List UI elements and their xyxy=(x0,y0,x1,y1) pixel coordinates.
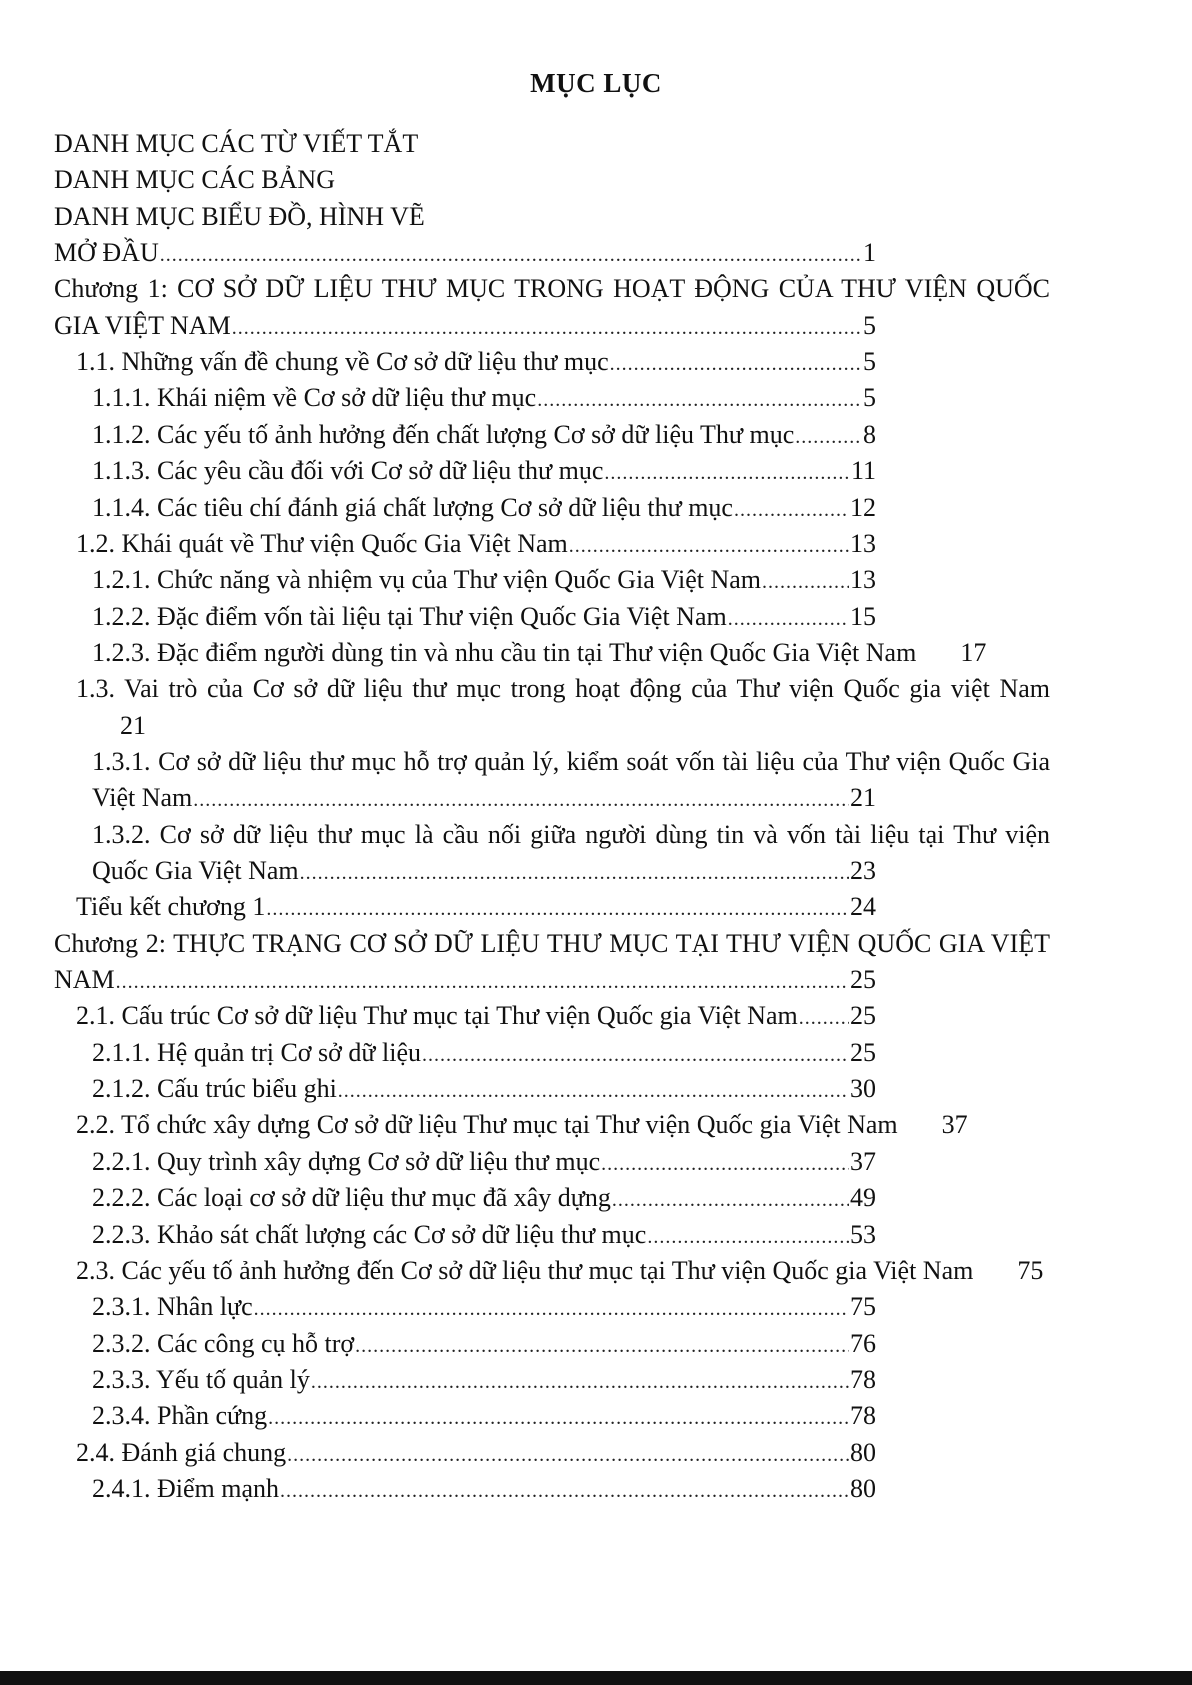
toc-entry xyxy=(92,490,876,526)
toc-entry-title: 2.1. Cấu trúc Cơ sở dữ liệu Thư mục tại Thư viện Quốc gia Việt Nam xyxy=(76,1001,798,1031)
toc-entry xyxy=(76,889,876,925)
toc-dot-leader xyxy=(232,310,862,346)
toc-entry-title: 2.2.1. Quy trình xây dựng Cơ sở dữ liệu thư mục xyxy=(92,1146,601,1176)
toc-entry-title: 1.1.3. Các yêu cầu đối với Cơ sở dữ liệu thư mục xyxy=(92,456,604,486)
toc-entry-title: 1.2.3. Đặc điểm người dùng tin và nhu cầu tin tại Thư viện Quốc Gia Việt Nam xyxy=(92,637,917,667)
toc-dot-leader xyxy=(604,455,850,491)
toc-dot-leader xyxy=(160,237,862,273)
toc-page-number: 78 xyxy=(850,1364,876,1394)
toc-entry-title: 2.3.4. Phần cứng xyxy=(92,1401,268,1431)
toc-entry-title: 2.3.2. Các công cụ hỗ trợ xyxy=(92,1328,355,1358)
toc-page-number: 23 xyxy=(850,856,876,885)
toc-entry-title: 1.2. Khái quát về Thư viện Quốc Gia Việt Nam xyxy=(76,528,568,558)
toc-entry xyxy=(76,998,876,1034)
toc-dot-leader xyxy=(647,1219,849,1255)
toc-dot-leader xyxy=(734,492,849,528)
toc-entry xyxy=(92,380,876,416)
toc-entry xyxy=(76,1107,1028,1143)
toc-entry-title: Việt Nam xyxy=(92,783,193,813)
toc-entry xyxy=(92,1035,876,1071)
toc-entry-title: 1.2.1. Chức năng và nhiệm vụ của Thư viện Quốc Gia Việt Nam xyxy=(92,565,762,595)
toc-entry xyxy=(92,1180,876,1216)
toc-entry xyxy=(54,308,876,344)
toc-entry-title: 1.3.2. Cơ sở dữ liệu thư mục là cầu nối giữa người dùng tin và vốn tài liệu tại Thư viện xyxy=(92,819,1050,849)
toc-entry-title: 2.3. Các yếu tố ảnh hưởng đến Cơ sở dữ liệu thư mục tại Thư viện Quốc gia Việt Nam xyxy=(76,1255,974,1285)
toc-entry-title: DANH MỤC BIỂU ĐỒ, HÌNH VẼ xyxy=(54,201,425,231)
toc-page-number: 30 xyxy=(850,1074,876,1104)
toc-entry xyxy=(92,744,1050,780)
toc-page-number: 5 xyxy=(863,383,876,413)
toc-entry-title: Quốc Gia Việt Nam xyxy=(92,856,299,885)
toc-page-number: 80 xyxy=(850,1473,876,1503)
toc-entry xyxy=(92,1471,876,1507)
toc-dot-leader xyxy=(610,346,862,382)
toc-entry-title: 1.1.4. Các tiêu chí đánh giá chất lượng Cơ sở dữ liệu thư mục xyxy=(92,492,733,522)
toc-entry xyxy=(92,1362,876,1398)
toc-dot-leader xyxy=(537,382,862,418)
toc-dot-leader xyxy=(280,1473,849,1509)
toc-entry xyxy=(92,453,876,489)
toc-page-number: 25 xyxy=(850,1001,876,1031)
toc-page-number: 21 xyxy=(850,783,876,813)
toc-page-number: 5 xyxy=(863,310,876,340)
toc-page-number: 75 xyxy=(850,1292,876,1322)
toc-entry xyxy=(92,780,876,816)
toc-dot-leader xyxy=(355,1328,849,1364)
toc-page-number: 49 xyxy=(850,1183,876,1213)
toc-entry xyxy=(76,1253,1044,1289)
toc-entry xyxy=(76,526,876,562)
toc-entry-title: 1.3. Vai trò của Cơ sở dữ liệu thư mục trong hoạt động của Thư viện Quốc gia việt Nam xyxy=(76,674,1050,704)
toc-entry-title: Tiểu kết chương 1 xyxy=(76,892,266,922)
toc-dot-leader xyxy=(601,1146,849,1182)
toc-page-number: 37 xyxy=(941,1110,968,1140)
toc-dot-leader xyxy=(799,1000,849,1036)
toc-page-number: 11 xyxy=(850,456,876,486)
toc-entry xyxy=(54,235,876,271)
toc-entry-title: Chương 2: THỰC TRẠNG CƠ SỞ DỮ LIỆU THƯ MỤC TẠI THƯ VIỆN QUỐC GIA VIỆT xyxy=(54,928,1050,958)
toc-entry-title: 2.3.3. Yếu tố quản lý xyxy=(92,1364,310,1394)
toc-entry xyxy=(54,126,1050,162)
toc-entry xyxy=(92,1398,876,1434)
toc-page-number: 1 xyxy=(863,238,876,268)
toc-page-number: 12 xyxy=(850,492,876,522)
toc-entry xyxy=(92,1326,876,1362)
toc-page-number: 76 xyxy=(850,1328,876,1358)
toc-page-number: 13 xyxy=(850,528,876,558)
toc-page-number: 24 xyxy=(850,892,876,922)
toc-page-number: 17 xyxy=(960,637,987,667)
toc-dot-leader xyxy=(268,1400,849,1436)
toc-entry xyxy=(76,344,876,380)
toc-dot-leader xyxy=(116,964,849,1000)
toc-page-number: 8 xyxy=(863,419,876,449)
toc-page-number: 25 xyxy=(850,965,876,995)
toc-dot-leader xyxy=(287,1437,849,1473)
toc-page-number: 78 xyxy=(850,1401,876,1431)
page-bottom-edge xyxy=(0,1671,1192,1685)
toc-entry-title: DANH MỤC CÁC TỪ VIẾT TẮT xyxy=(54,129,419,158)
toc-entry xyxy=(54,962,876,998)
toc-entry-title: Chương 1: CƠ SỞ DỮ LIỆU THƯ MỤC TRONG HOẠT ĐỘNG CỦA THƯ VIỆN QUỐC xyxy=(54,274,1050,304)
toc-entry-title: 2.2.3. Khảo sát chất lượng các Cơ sở dữ liệu thư mục xyxy=(92,1219,647,1249)
toc-entry xyxy=(54,271,1050,307)
toc-entry xyxy=(92,1289,876,1325)
toc-dot-leader xyxy=(795,419,862,455)
toc-page-number: 13 xyxy=(850,565,876,595)
toc-entry-title: 1.2.2. Đặc điểm vốn tài liệu tại Thư viện Quốc Gia Việt Nam xyxy=(92,601,727,631)
toc-entry xyxy=(92,817,1050,853)
toc-page-number: 5 xyxy=(863,347,876,377)
toc-dot-leader xyxy=(569,528,849,564)
toc-entry-title: 1.1.1. Khái niệm về Cơ sở dữ liệu thư mục xyxy=(92,383,537,413)
toc-dot-leader xyxy=(338,1073,849,1109)
toc-dot-leader xyxy=(300,855,849,891)
toc-entry-title: 1.1. Những vấn đề chung về Cơ sở dữ liệu thư mục xyxy=(76,347,609,377)
toc-entry xyxy=(92,599,876,635)
toc-entry xyxy=(92,853,876,889)
toc-entry xyxy=(92,1217,876,1253)
toc-entry-title: 21 xyxy=(120,710,146,740)
toc-page-number: 15 xyxy=(850,601,876,631)
toc-entry xyxy=(92,417,876,453)
toc-entry xyxy=(54,162,1050,198)
toc-entry xyxy=(92,1144,876,1180)
toc-entry-title: 2.3.1. Nhân lực xyxy=(92,1292,253,1322)
toc-page-number: 80 xyxy=(850,1437,876,1467)
toc-page-number: 25 xyxy=(850,1037,876,1067)
toc-entry-title: 2.1.2. Cấu trúc biểu ghi xyxy=(92,1074,337,1104)
toc-dot-leader xyxy=(266,891,849,927)
toc-entry-title: 2.4. Đánh giá chung xyxy=(76,1437,287,1467)
toc-entry-title: 2.4.1. Điểm mạnh xyxy=(92,1473,280,1503)
toc-dot-leader xyxy=(311,1364,849,1400)
toc-page-number: 53 xyxy=(850,1219,876,1249)
toc-dot-leader xyxy=(762,564,849,600)
toc-dot-leader xyxy=(193,782,849,818)
toc-entry-title: NAM xyxy=(54,965,115,995)
toc-entry-title: 2.2.2. Các loại cơ sở dữ liệu thư mục đã xây dựng xyxy=(92,1183,611,1213)
toc-entry-title: 2.1.1. Hệ quản trị Cơ sở dữ liệu xyxy=(92,1037,421,1067)
toc-entry-title: GIA VIỆT NAM xyxy=(54,310,231,340)
toc-entry xyxy=(76,671,1050,707)
toc-entry-title: 1.3.1. Cơ sở dữ liệu thư mục hỗ trợ quản lý, kiểm soát vốn tài liệu của Thư viện Quốc Gia xyxy=(92,746,1050,776)
toc-entry-title: MỞ ĐẦU xyxy=(54,238,159,268)
toc-entry-title: 1.1.2. Các yếu tố ảnh hưởng đến chất lượng Cơ sở dữ liệu Thư mục xyxy=(92,419,795,449)
toc-entry-title: DANH MỤC CÁC BẢNG xyxy=(54,165,335,195)
toc-dot-leader xyxy=(422,1037,849,1073)
toc-dot-leader xyxy=(728,601,849,637)
toc-page-number: 75 xyxy=(1017,1255,1044,1285)
page-title: MỤC LỤC xyxy=(530,68,662,98)
toc-entry xyxy=(54,199,1050,235)
toc-dot-leader xyxy=(612,1182,849,1218)
toc-entry xyxy=(120,708,1050,744)
toc-page-number: 37 xyxy=(850,1146,876,1176)
toc-entry-title: 2.2. Tổ chức xây dựng Cơ sở dữ liệu Thư mục tại Thư viện Quốc gia Việt Nam xyxy=(76,1110,898,1140)
toc-entry xyxy=(92,1071,876,1107)
toc-entry xyxy=(92,562,876,598)
toc-entry xyxy=(92,635,1028,671)
toc-entry xyxy=(54,926,1050,962)
toc-entry xyxy=(76,1435,876,1471)
toc-dot-leader xyxy=(254,1291,849,1327)
